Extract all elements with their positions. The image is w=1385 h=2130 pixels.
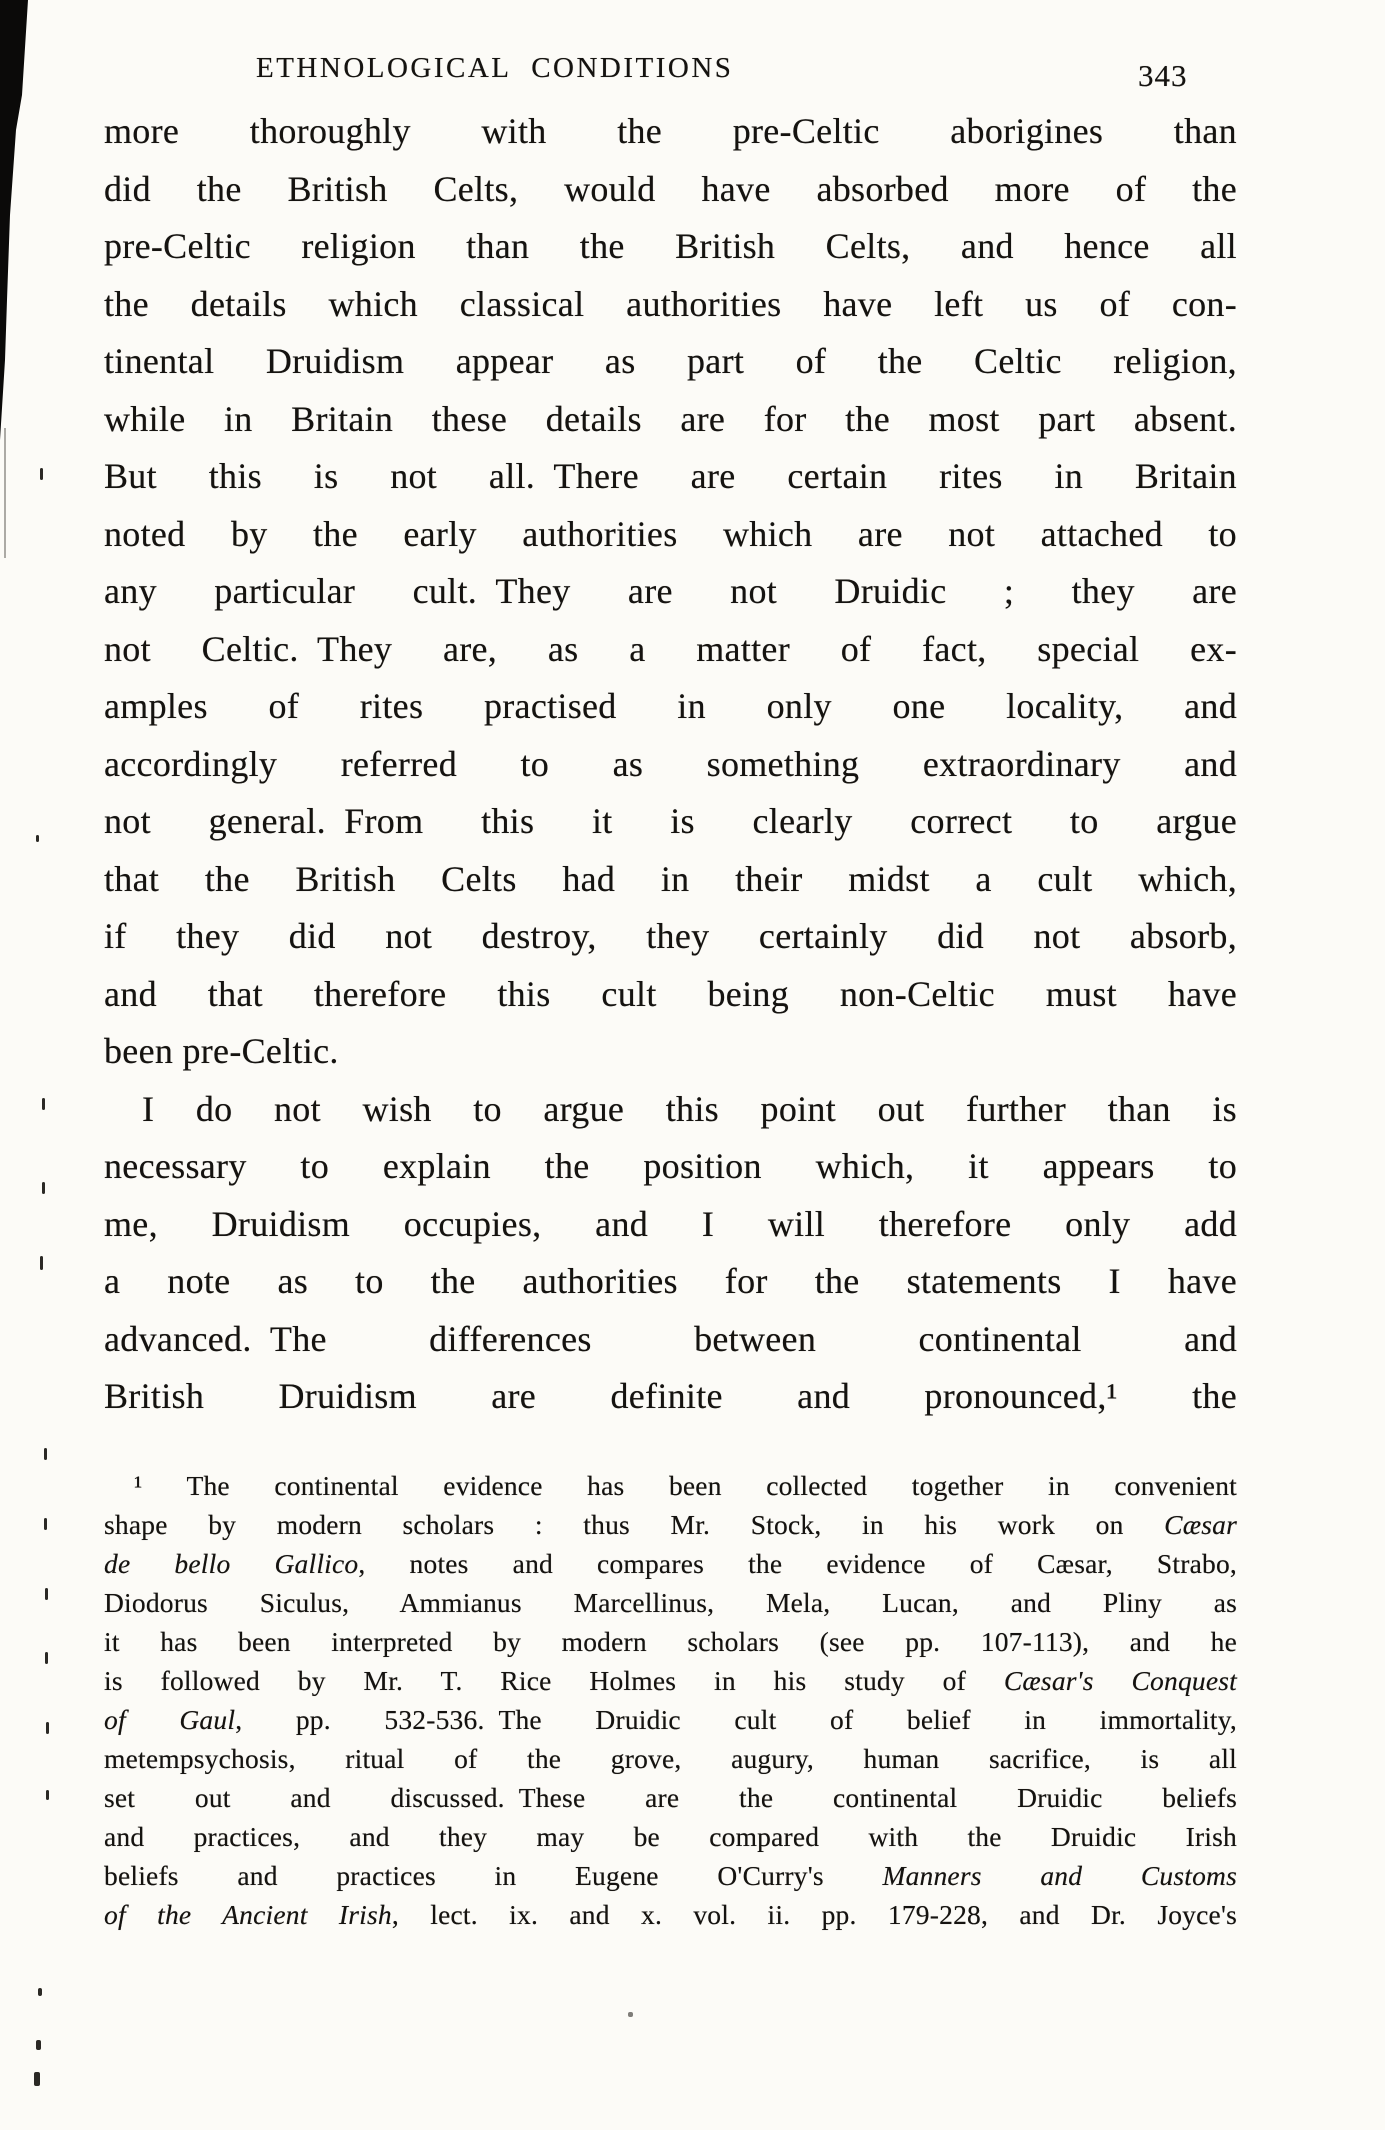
footnote-line: and practices, and they may be compared with the Druidic Irish (104, 1821, 1237, 1852)
paragraph-2 (104, 1081, 1237, 1426)
scan-speck (36, 2040, 41, 2050)
running-header-title: ETHNOLOGICAL CONDITIONS (256, 52, 734, 84)
footnote-line: de bello Gallico, notes and compares the evidence of Cæsar, Strabo, (104, 1548, 1237, 1579)
scan-speck (34, 2072, 40, 2086)
text-line: and that therefore this cult being non-Celtic must have (104, 973, 1237, 1014)
scan-speck (42, 1182, 45, 1194)
footnote-line: it has been interpreted by modern scholars (see pp. 107-113), and he (104, 1626, 1237, 1657)
text-line: amples of rites practised in only one locality, and (104, 686, 1237, 726)
text-line: I do not wish to argue this point out further than is (142, 1088, 1237, 1129)
footnote-line: set out and discussed. These are the continental Druidic beliefs (104, 1782, 1237, 1813)
text-line: But this is not all. There are certain rites in Britain (104, 456, 1237, 496)
text-line: any particular cult. They are not Druidic ; they are (104, 571, 1237, 611)
scan-speck (628, 2012, 633, 2017)
text-line: advanced. The differences between continental and (104, 1318, 1237, 1359)
text-line: been pre-Celtic. (104, 1031, 339, 1071)
footnote-line: metempsychosis, ritual of the grove, augury, human sacrifice, is all (104, 1743, 1237, 1774)
footnote-line: ¹ The continental evidence has been collected together in convenient (134, 1470, 1237, 1501)
text-line: me, Druidism occupies, and I will therefore only add (104, 1203, 1237, 1244)
scan-speck (38, 1988, 42, 1996)
paragraph-1 (104, 103, 1237, 1081)
scan-speck (46, 1790, 49, 1800)
page-number: 343 (1138, 58, 1188, 93)
scan-edge-artifact (0, 0, 60, 460)
text-line: the details which classical authorities have left us of con- (104, 283, 1237, 324)
text-line: did the British Celts, would have absorbed more of the (104, 168, 1237, 209)
text-line: not general. From this it is clearly correct to argue (104, 801, 1237, 841)
text-line: tinental Druidism appear as part of the Celtic religion, (104, 341, 1237, 381)
scan-speck (42, 1098, 45, 1110)
scan-speck (45, 1588, 48, 1600)
scan-speck (46, 1722, 49, 1734)
scan-speck (44, 1518, 47, 1530)
text-line: necessary to explain the position which, it appears to (104, 1146, 1237, 1186)
text-line: more thoroughly with the pre-Celtic aborigines than (104, 111, 1237, 151)
text-line: not Celtic. They are, as a matter of fact, special ex- (104, 628, 1237, 669)
footnote-line: of Gaul, pp. 532-536. The Druidic cult of belief in immortality, (104, 1704, 1238, 1735)
text-line: pre-Celtic religion than the British Celts, and hence all (104, 226, 1237, 266)
footnote-line: of the Ancient Irish, lect. ix. and x. vol. ii. pp. 179-228, and Dr. Joyce's (104, 1899, 1237, 1930)
scan-speck (40, 1256, 43, 1270)
footnote-line: shape by modern scholars : thus Mr. Stock, in his work on Cæsar (104, 1509, 1237, 1540)
scan-edge-line (4, 428, 6, 558)
text-line: that the British Celts had in their midst a cult which, (104, 858, 1237, 899)
body-text (104, 103, 1237, 1426)
footnote (104, 1466, 1237, 1934)
footnote-line: beliefs and practices in Eugene O'Curry's Manners and Customs (104, 1860, 1237, 1891)
text-line: British Druidism are definite and pronounced,¹ the (104, 1376, 1237, 1416)
scan-speck (44, 1448, 47, 1460)
scan-speck (40, 468, 43, 480)
footnote-line: Diodorus Siculus, Ammianus Marcellinus, Mela, Lucan, and Pliny as (104, 1587, 1237, 1618)
text-line: noted by the early authorities which are not attached to (104, 513, 1237, 554)
text-line: if they did not destroy, they certainly did not absorb, (104, 916, 1237, 956)
text-line: a note as to the authorities for the statements I have (104, 1261, 1237, 1301)
footnote-line: is followed by Mr. T. Rice Holmes in his study of Cæsar's Conquest (104, 1665, 1237, 1696)
scan-speck (36, 835, 39, 842)
text-line: accordingly referred to as something extraordinary and (104, 743, 1237, 784)
text-line: while in Britain these details are for the most part absent. (104, 398, 1237, 439)
scan-speck (45, 1652, 48, 1664)
